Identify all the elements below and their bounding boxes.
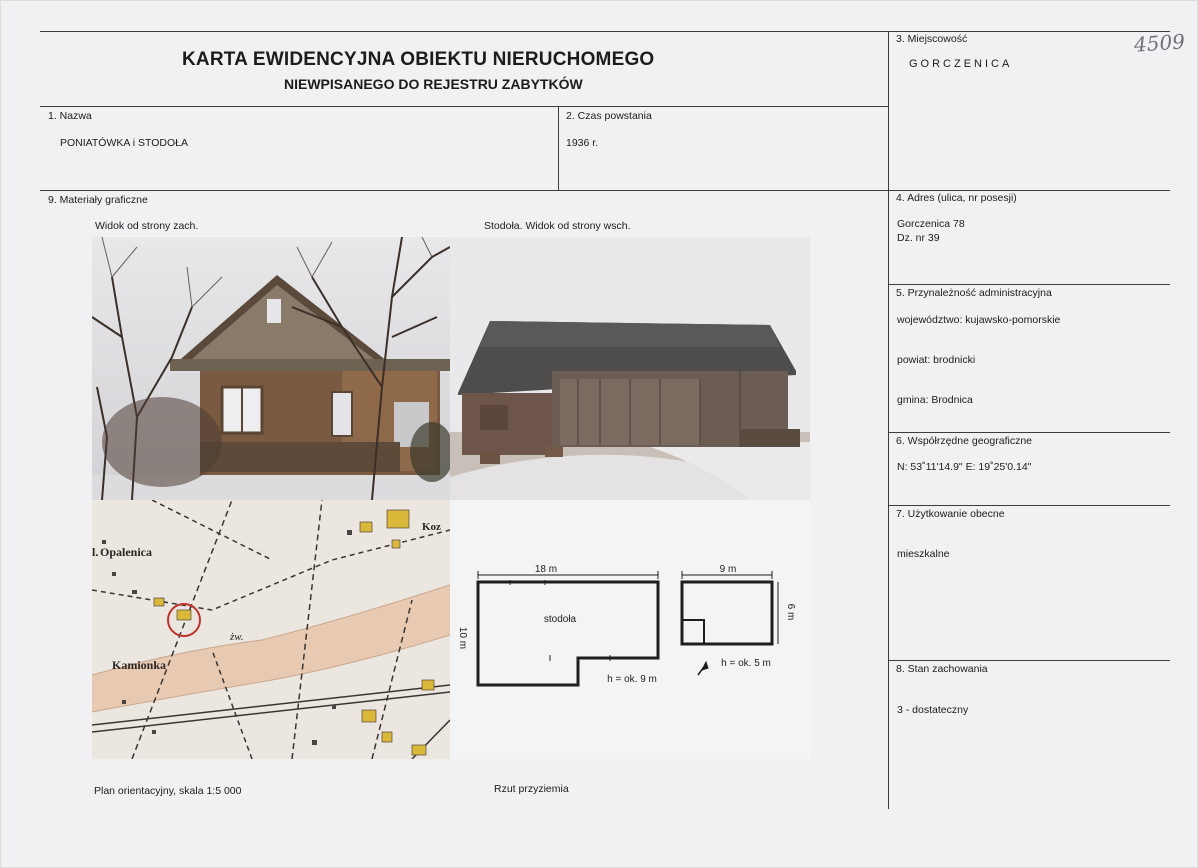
rule-right-column	[888, 31, 889, 809]
date-label: 2. Czas powstania	[566, 110, 652, 122]
map-label-opalenica: l.	[92, 545, 99, 559]
small-width-label: 9 m	[719, 564, 737, 575]
map-label-place1: Opalenica	[100, 545, 153, 559]
admin-county: powiat: brodnicki	[897, 354, 976, 366]
plan-caption: Rzut przyziemia	[494, 783, 569, 795]
graphics-label: 9. Materiały graficzne	[48, 194, 148, 206]
map-caption: Plan orientacyjny, skala 1:5 000	[94, 785, 242, 797]
handwritten-number: 4509	[1133, 29, 1186, 57]
rule-section-8	[888, 660, 1170, 661]
map-label-place4: żw.	[230, 631, 244, 643]
floor-plan	[450, 500, 810, 759]
condition-value: 3 - dostateczny	[897, 704, 969, 716]
admin-voivodeship: województwo: kujawsko-pomorskie	[897, 314, 1061, 326]
barn-name-label: stodoła	[543, 614, 577, 625]
locality-value: GORCZENICA	[909, 58, 1013, 70]
map-label-place2: Kamionka	[112, 658, 167, 672]
document-title: KARTA EWIDENCYJNA OBIEKTU NIERUCHOMEGO	[182, 49, 655, 70]
barn-caption: Stodoła. Widok od strony wsch.	[484, 220, 631, 232]
barn-photo-image	[450, 237, 810, 500]
house-photo	[92, 237, 450, 500]
document-subtitle: NIEWPISANEGO DO REJESTRU ZABYTKÓW	[284, 76, 583, 92]
rule-section-6	[888, 432, 1170, 433]
date-value: 1936 r.	[566, 137, 599, 149]
small-depth-label: 6 m	[785, 603, 796, 621]
coords-label: 6. Współrzędne geograficzne	[896, 435, 1032, 447]
orientation-map-image	[92, 500, 450, 759]
house-photo-image	[92, 237, 450, 500]
rule-name-date	[558, 106, 559, 190]
orientation-map	[92, 500, 450, 759]
rule-top	[40, 31, 1170, 32]
admin-commune: gmina: Brodnica	[897, 394, 973, 406]
name-label: 1. Nazwa	[48, 110, 92, 122]
barn-depth-label: 10 m	[457, 626, 468, 650]
address-line-2: Dz. nr 39	[897, 232, 940, 244]
locality-label: 3. Miejscowość	[896, 33, 968, 45]
house-caption: Widok od strony zach.	[95, 220, 199, 232]
usage-value: mieszkalne	[897, 548, 950, 560]
rule-section-7	[888, 505, 1170, 506]
coords-value: N: 53˚11'14.9" E: 19˚25'0.14"	[897, 461, 1032, 473]
address-line-1: Gorczenica 78	[897, 218, 965, 230]
barn-height-label: h = ok. 9 m	[607, 674, 657, 685]
address-label: 4. Adres (ulica, nr posesji)	[896, 192, 1017, 204]
rule-section-9	[40, 190, 1170, 191]
rule-title-bottom	[40, 106, 888, 107]
rule-section-5	[888, 284, 1170, 285]
name-value: PONIATÓWKA i STODOŁA	[60, 137, 188, 149]
usage-label: 7. Użytkowanie obecne	[896, 508, 1005, 520]
condition-label: 8. Stan zachowania	[896, 663, 988, 675]
barn-width-label: 18 m	[534, 564, 558, 575]
barn-photo	[450, 237, 810, 500]
map-label-place3: Koz	[422, 521, 441, 533]
small-height-label: h = ok. 5 m	[721, 658, 771, 669]
floor-plan-drawing	[450, 500, 810, 759]
admin-label: 5. Przynależność administracyjna	[896, 287, 1052, 299]
